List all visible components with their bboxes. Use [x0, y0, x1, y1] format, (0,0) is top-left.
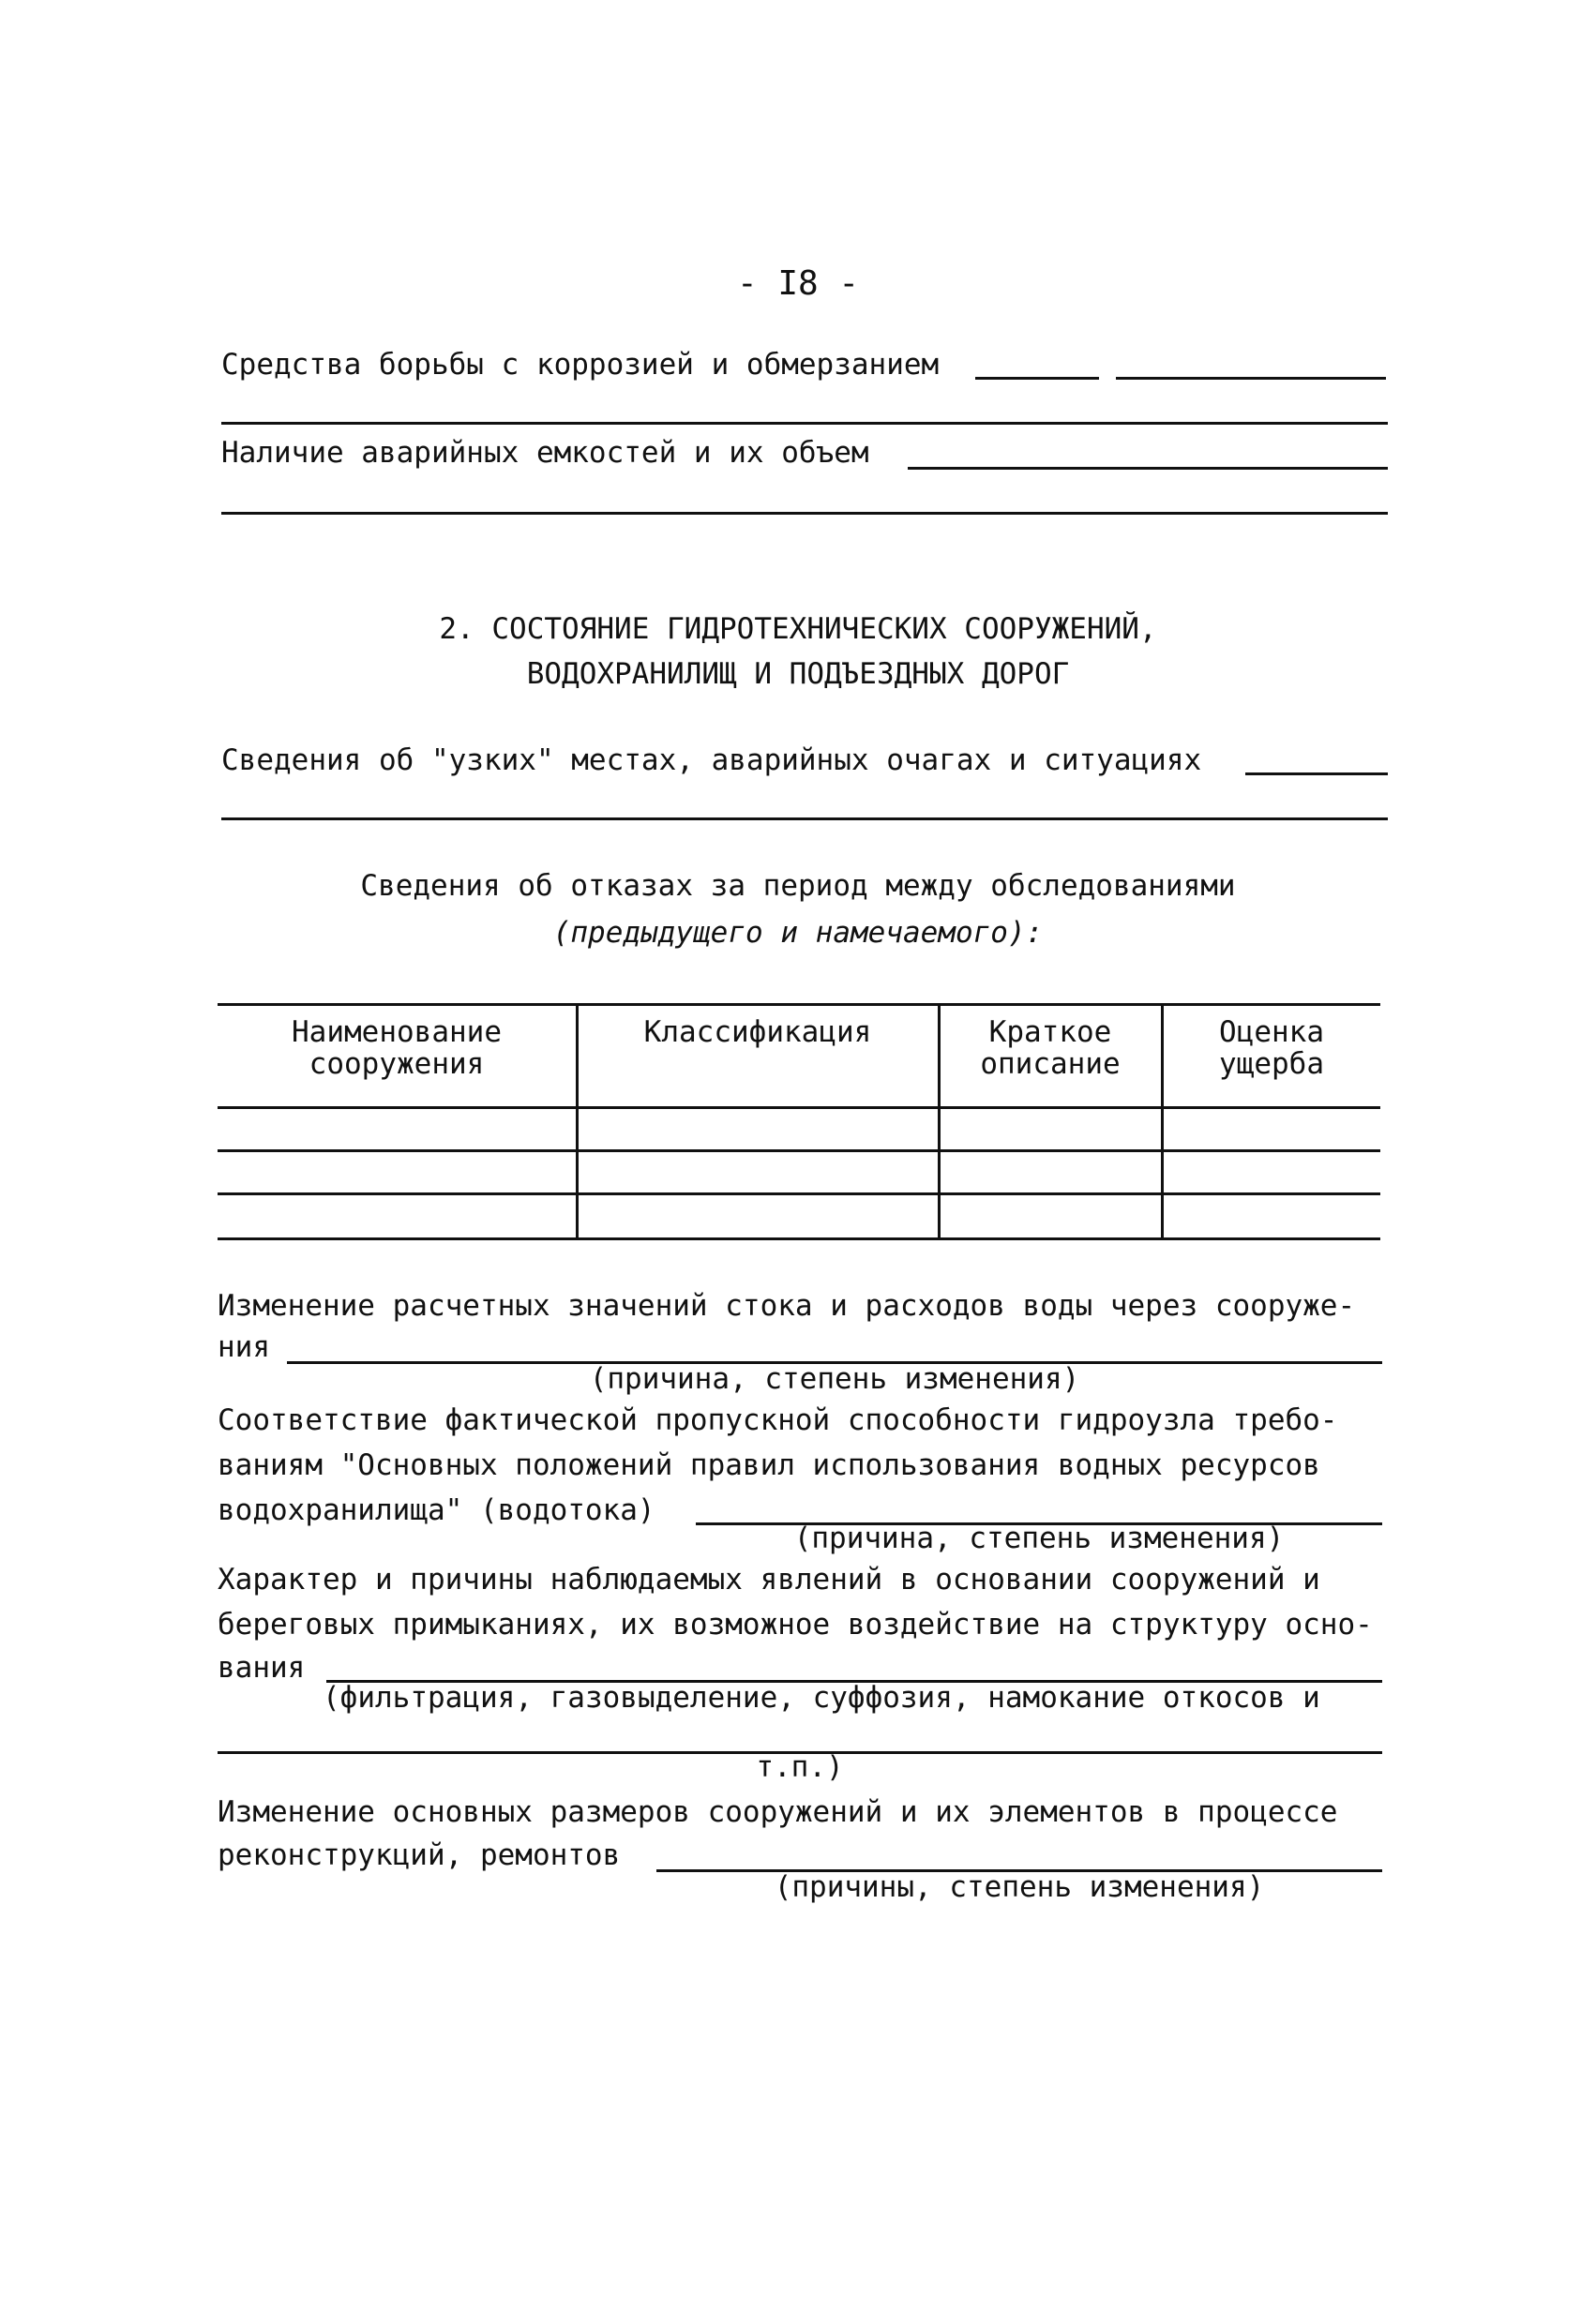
- column-header-damage-line2: ущерба: [1219, 1047, 1324, 1081]
- table-header-bottom-border: [218, 1106, 1380, 1109]
- narrow-places-label: Сведения об "узких" местах, аварийных очагах и ситуациях: [221, 743, 1202, 777]
- column-header-description: [940, 1016, 1161, 1080]
- column-header-description-line2: описание: [980, 1047, 1121, 1081]
- table-row-divider: [218, 1192, 1380, 1195]
- column-header-classification: [578, 1016, 938, 1048]
- flow-change-line1: Изменение расчетных значений стока и расходов воды через сооруже-: [218, 1289, 1356, 1323]
- section-title-line2: ВОДОХРАНИЛИЩ И ПОДЪЕЗДНЫХ ДОРОГ: [526, 657, 1070, 691]
- phenomena-line3: вания: [218, 1651, 306, 1685]
- phenomena-line1: Характер и причины наблюдаемых явлений в основании сооружений и: [218, 1563, 1320, 1597]
- capacity-line3: водохранилища" (водотока): [218, 1493, 655, 1527]
- column-header-name-line2: сооружения: [309, 1047, 485, 1081]
- capacity-line2: ваниям "Основных положений правил использования водных ресурсов: [218, 1448, 1320, 1482]
- emergency-tanks-field-line[interactable]: [908, 467, 1388, 470]
- dimensions-line2: реконструкций, ремонтов: [218, 1838, 621, 1872]
- flow-change-caption: (причина, степень изменения): [589, 1362, 1080, 1396]
- column-header-classification-line1: Классификация: [643, 1015, 872, 1049]
- phenomena-line2: береговых примыканиях, их возможное воздействие на структуру осно-: [218, 1608, 1373, 1642]
- table-row-divider: [218, 1149, 1380, 1152]
- narrow-places-field-line[interactable]: [1245, 772, 1388, 775]
- column-header-description-line1: Краткое: [988, 1015, 1112, 1049]
- table-bottom-border: [218, 1237, 1380, 1240]
- failures-heading-line2: (предыдущего и намечаемого):: [552, 916, 1044, 950]
- column-header-damage: [1163, 1016, 1380, 1080]
- emergency-tanks-continuation-line[interactable]: [221, 512, 1388, 515]
- capacity-caption: (причина, степень изменения): [793, 1522, 1285, 1555]
- dimensions-line1: Изменение основных размеров сооружений и их элементов в процессе: [218, 1795, 1338, 1829]
- section-title-line1: 2. СОСТОЯНИЕ ГИДРОТЕХНИЧЕСКИХ СООРУЖЕНИЙ,: [439, 612, 1157, 646]
- corrosion-field-continuation-line[interactable]: [221, 422, 1388, 425]
- phenomena-caption1: (фильтрация, газовыделение, суффозия, намокание откосов и: [323, 1681, 1320, 1715]
- flow-change-line2: ния: [218, 1330, 270, 1364]
- failures-heading-line1: Сведения об отказах за период между обследованиями: [360, 869, 1236, 903]
- narrow-places-continuation-line[interactable]: [221, 817, 1388, 820]
- corrosion-field-line-b[interactable]: [1116, 377, 1386, 380]
- emergency-tanks-field-label: Наличие аварийных емкостей и их объем: [221, 436, 869, 470]
- capacity-line1: Соответствие фактической пропускной способности гидроузла требо-: [218, 1403, 1338, 1437]
- column-header-name: [218, 1016, 576, 1080]
- column-header-damage-line1: Оценка: [1219, 1015, 1324, 1049]
- page-number: - I8 -: [736, 264, 860, 303]
- corrosion-field-line-a[interactable]: [975, 377, 1099, 380]
- column-header-name-line1: Наименование: [292, 1015, 502, 1049]
- corrosion-field-label: Средства борьбы с коррозией и обмерзанием: [221, 348, 940, 382]
- phenomena-caption2: т.п.): [756, 1750, 844, 1784]
- dimensions-caption: (причины, степень изменения): [774, 1870, 1265, 1904]
- table-top-border: [218, 1003, 1380, 1006]
